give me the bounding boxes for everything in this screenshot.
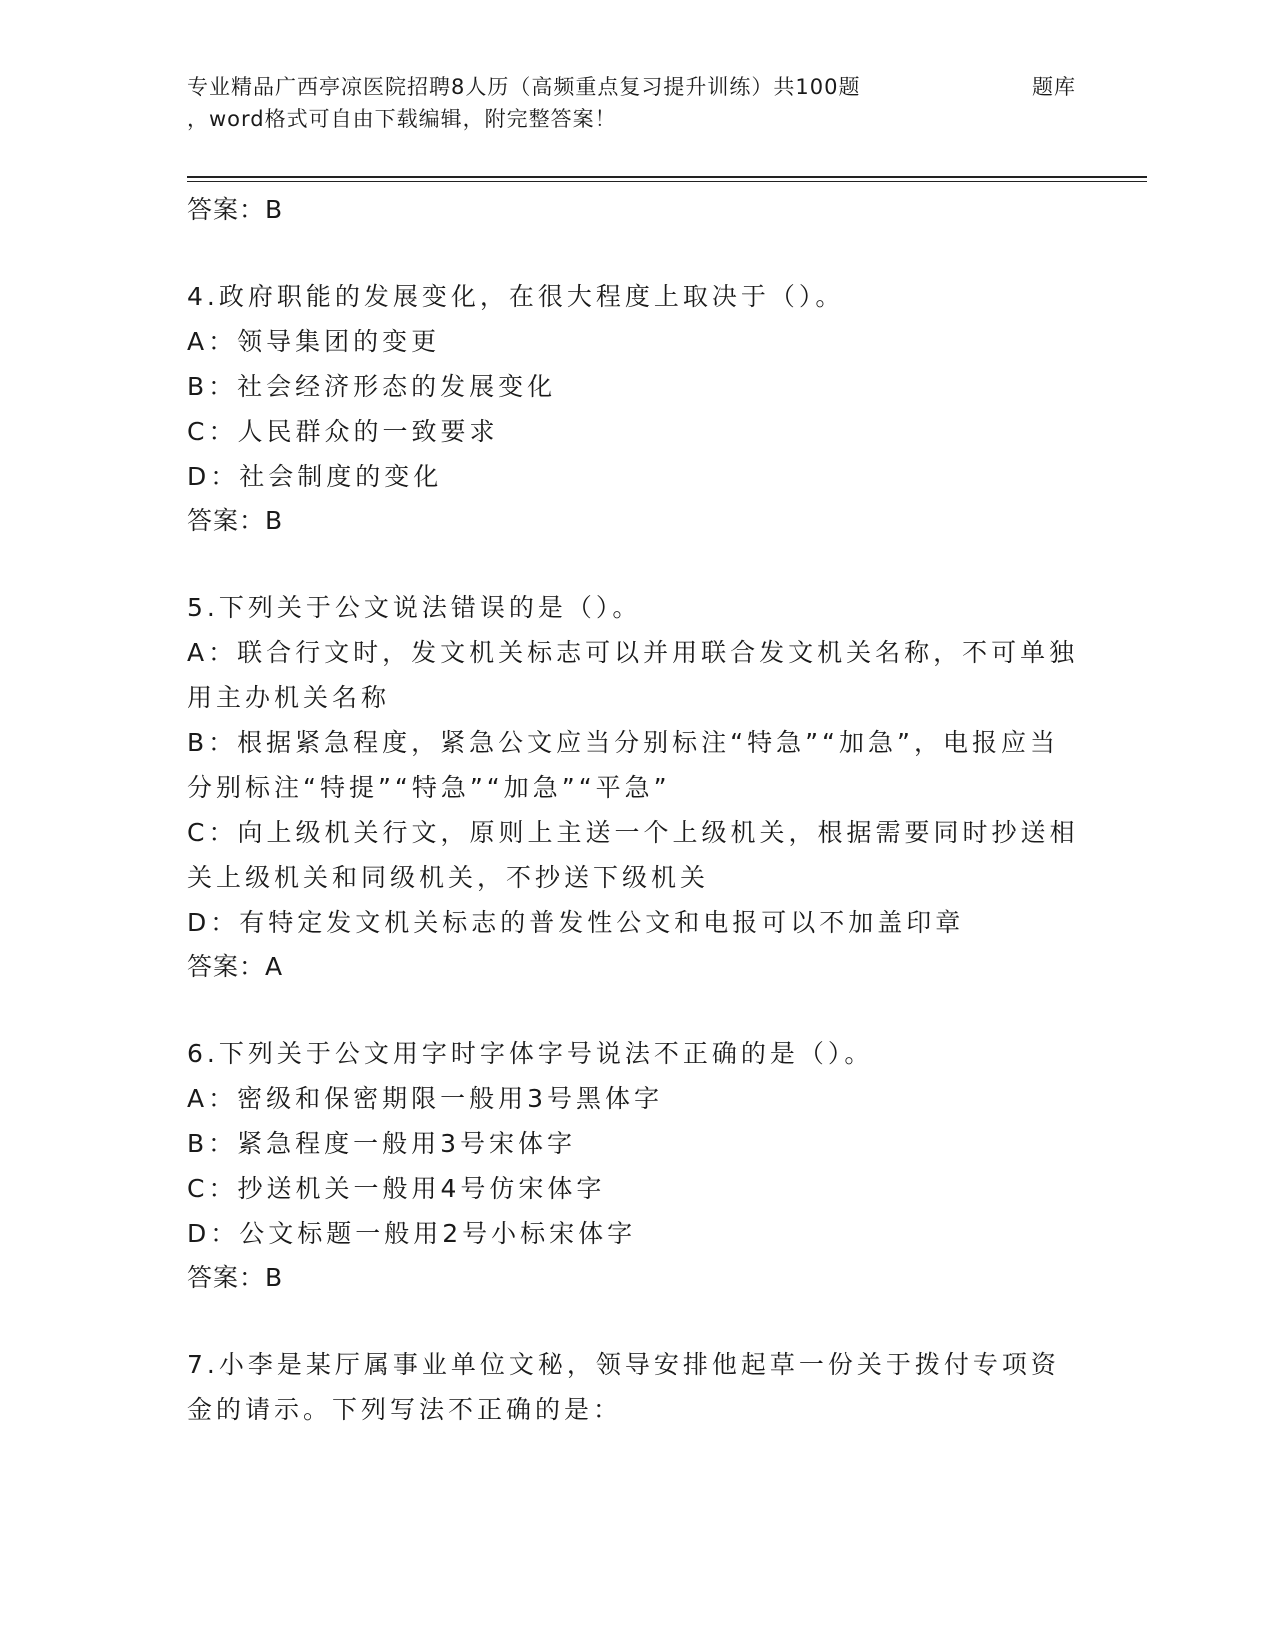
question-text: 5.下列关于公文说法错误的是（）。 bbox=[187, 593, 642, 622]
answer-text: 答案：B bbox=[187, 1263, 284, 1292]
header-title-text: 专业精品广西亭凉医院招聘8人历（高频重点复习提升训练）共100题 bbox=[187, 75, 861, 99]
option-c: C：抄送机关一般用4号仿宋体字 bbox=[187, 1174, 606, 1203]
question-block-7 bbox=[187, 1342, 1087, 1432]
spacer bbox=[187, 989, 1087, 1031]
page-header bbox=[187, 70, 1147, 134]
option-a: A：领导集团的变更 bbox=[187, 327, 441, 356]
question-block-4 bbox=[187, 274, 1087, 543]
option-c: C：人民群众的一致要求 bbox=[187, 417, 499, 446]
option-b: B：社会经济形态的发展变化 bbox=[187, 372, 557, 401]
option-b: B：紧急程度一般用3号宋体字 bbox=[187, 1129, 577, 1158]
option-a: A：联合行文时，发文机关标志可以并用联合发文机关名称，不可单独用主办机关名称 bbox=[187, 638, 1079, 712]
question-text: 6.下列关于公文用字时字体字号说法不正确的是（）。 bbox=[187, 1039, 874, 1068]
spacer bbox=[187, 232, 1087, 274]
question-text: 4.政府职能的发展变化，在很大程度上取决于（）。 bbox=[187, 282, 845, 311]
answer-text: 答案：B bbox=[187, 506, 284, 535]
question-text: 7.小李是某厅属事业单位文秘，领导安排他起草一份关于拨付专项资金的请示。下列写法不正确的是： bbox=[187, 1350, 1060, 1424]
header-divider-thick bbox=[187, 176, 1147, 178]
header-title-line1 bbox=[187, 70, 1147, 104]
spacer bbox=[187, 543, 1087, 585]
option-d: D：社会制度的变化 bbox=[187, 462, 443, 491]
option-a: A：密级和保密期限一般用3号黑体字 bbox=[187, 1084, 664, 1113]
header-tag: 题库 bbox=[1032, 75, 1076, 99]
option-c: C：向上级机关行文，原则上主送一个上级机关，根据需要同时抄送相关上级机关和同级机关，不抄送下级机关 bbox=[187, 818, 1079, 892]
page-content bbox=[187, 188, 1087, 1432]
answer-q3: 答案：B bbox=[187, 195, 284, 224]
header-title-line2: ，word格式可自由下载编辑，附完整答案！ bbox=[187, 107, 617, 131]
header-divider-thin bbox=[187, 181, 1147, 182]
spacer bbox=[187, 1300, 1087, 1342]
question-block-6 bbox=[187, 1031, 1087, 1300]
answer-text: 答案：A bbox=[187, 952, 284, 981]
question-block-5 bbox=[187, 585, 1087, 989]
option-b: B：根据紧急程度，紧急公文应当分别标注“特急”“加急”，电报应当分别标注“特提”“特急”“加急”“平急” bbox=[187, 728, 1059, 802]
option-d: D：有特定发文机关标志的普发性公文和电报可以不加盖印章 bbox=[187, 908, 965, 937]
option-d: D：公文标题一般用2号小标宋体字 bbox=[187, 1219, 637, 1248]
